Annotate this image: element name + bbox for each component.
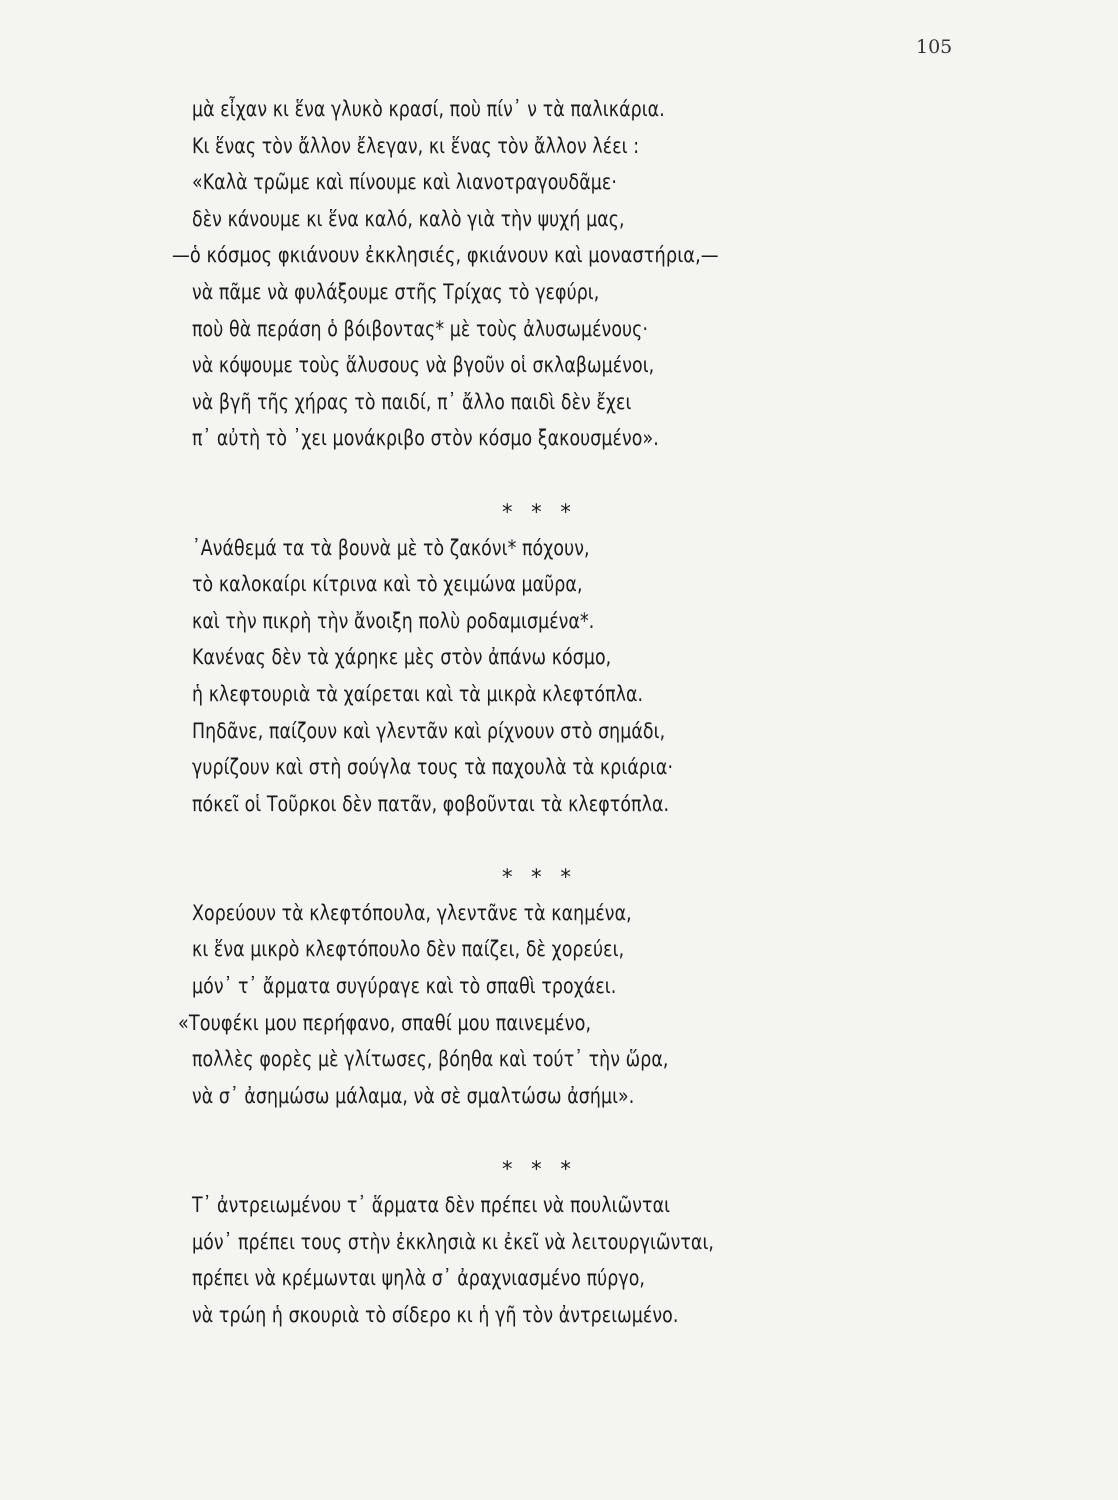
poem-line: Τ᾿ ἀντρειωμένου τ᾿ ἅρματα δὲν πρέπει νὰ πουλιῶνται (192, 1193, 671, 1219)
poem-line: κι ἕνα μικρὸ κλεφτόπουλο δὲν παίζει, δὲ χορεύει, (192, 937, 625, 963)
poem-line: Κανένας δὲν τὰ χάρηκε μὲς στὸν ἀπάνω κόσμο, (192, 645, 612, 671)
poem-line: τὸ καλοκαίρι κίτρινα καὶ τὸ χειμώνα μαῦρα, (192, 572, 583, 598)
poem-line: Κι ἕνας τὸν ἄλλον ἔλεγαν, κι ἕνας τὸν ἄλλον λέει : (192, 133, 640, 159)
stanza-separator: * * * (502, 1157, 577, 1182)
poem-line: νὰ βγῆ τῆς χήρας τὸ παιδί, π᾿ ἄλλο παιδὶ δὲν ἔχει (192, 389, 632, 415)
poem-line: ποὺ θὰ περάση ὁ βόιβοντας* μὲ τοὺς ἀλυσωμένους· (192, 316, 649, 342)
poem-line: π᾿ αὐτὴ τὸ ᾿χει μονάκριβο στὸν κόσμο ξακουσμένο». (192, 426, 659, 452)
poem-line: πολλὲς φορὲς μὲ γλίτωσες, βόηθα καὶ τούτ᾿ τὴν ὥρα, (192, 1047, 669, 1073)
poem-line: Πηδᾶνε, παίζουν καὶ γλεντᾶν καὶ ρίχνουν στὸ σημάδι, (192, 718, 666, 744)
stanza-separator: * * * (502, 499, 577, 524)
poem (0, 92, 1118, 1334)
poem-line: νὰ πᾶμε νὰ φυλάξουμε στῆς Τρίχας τὸ γεφύρι, (192, 279, 600, 305)
poem-line: ἡ κλεφτουριὰ τὰ χαίρεται καὶ τὰ μικρὰ κλεφτόπλα. (192, 681, 644, 707)
poem-line: μόν᾿ πρέπει τους στὴν ἐκκλησιὰ κι ἐκεῖ νὰ λειτουργιῶνται, (192, 1229, 715, 1255)
poem-line: νὰ σ᾿ ἀσημώσω μάλαμα, νὰ σὲ σμαλτώσω ἀσήμι». (192, 1083, 635, 1109)
poem-line: —ὁ κόσμος φκιάνουν ἐκκλησιές, φκιάνουν καὶ μοναστήρια,— (172, 243, 719, 269)
page-number: 105 (916, 36, 953, 58)
poem-line: δὲν κάνουμε κι ἕνα καλό, καλὸ γιὰ τὴν ψυχή μας, (192, 206, 625, 232)
stanza-2 (0, 494, 1118, 823)
poem-line: μὰ εἶχαν κι ἕνα γλυκὸ κρασί, ποὺ πίν᾿ ν τὰ παλικάρια. (192, 97, 665, 122)
poem-line: ᾿Ανάθεμά τα τὰ βουνὰ μὲ τὸ ζακόνι* πόχουν, (192, 535, 590, 561)
poem-line: νὰ κόψουμε τοὺς ἅλυσους νὰ βγοῦν οἱ σκλαβωμένοι, (192, 353, 655, 379)
poem-line: πόκεῖ οἱ Τοῦρκοι δὲν πατᾶν, φοβοῦνται τὰ κλεφτόπλα. (192, 791, 670, 817)
poem-line: «Καλὰ τρῶμε καὶ πίνουμε καὶ λιανοτραγουδᾶμε· (192, 170, 617, 196)
poem-line: Χορεύουν τὰ κλεφτόπουλα, γλεντᾶνε τὰ καημένα, (192, 900, 632, 926)
poem-line: πρέπει νὰ κρέμωνται ψηλὰ σ᾿ ἀραχνιασμένο πύργο, (192, 1266, 646, 1292)
stanza-4 (0, 1151, 1118, 1334)
stanza-separator: * * * (502, 865, 577, 890)
stanza-3 (0, 859, 1118, 1115)
stanza-1 (0, 92, 1118, 458)
poem-line: καὶ τὴν πικρὴ τὴν ἄνοιξη πολὺ ροδαμισμένα*. (192, 608, 595, 634)
poem-line: μόν᾿ τ᾿ ἄρματα συγύραγε καὶ τὸ σπαθὶ τροχάει. (192, 974, 617, 1000)
poem-line: νὰ τρώη ἡ σκουριὰ τὸ σίδερο κι ἡ γῆ τὸν ἀντρειωμένο. (192, 1302, 679, 1328)
poem-line: γυρίζουν καὶ στὴ σούγλα τους τὰ παχουλὰ τὰ κριάρια· (192, 755, 674, 781)
poem-line: «Τουφέκι μου περήφανο, σπαθί μου παινεμένο, (178, 1010, 592, 1036)
